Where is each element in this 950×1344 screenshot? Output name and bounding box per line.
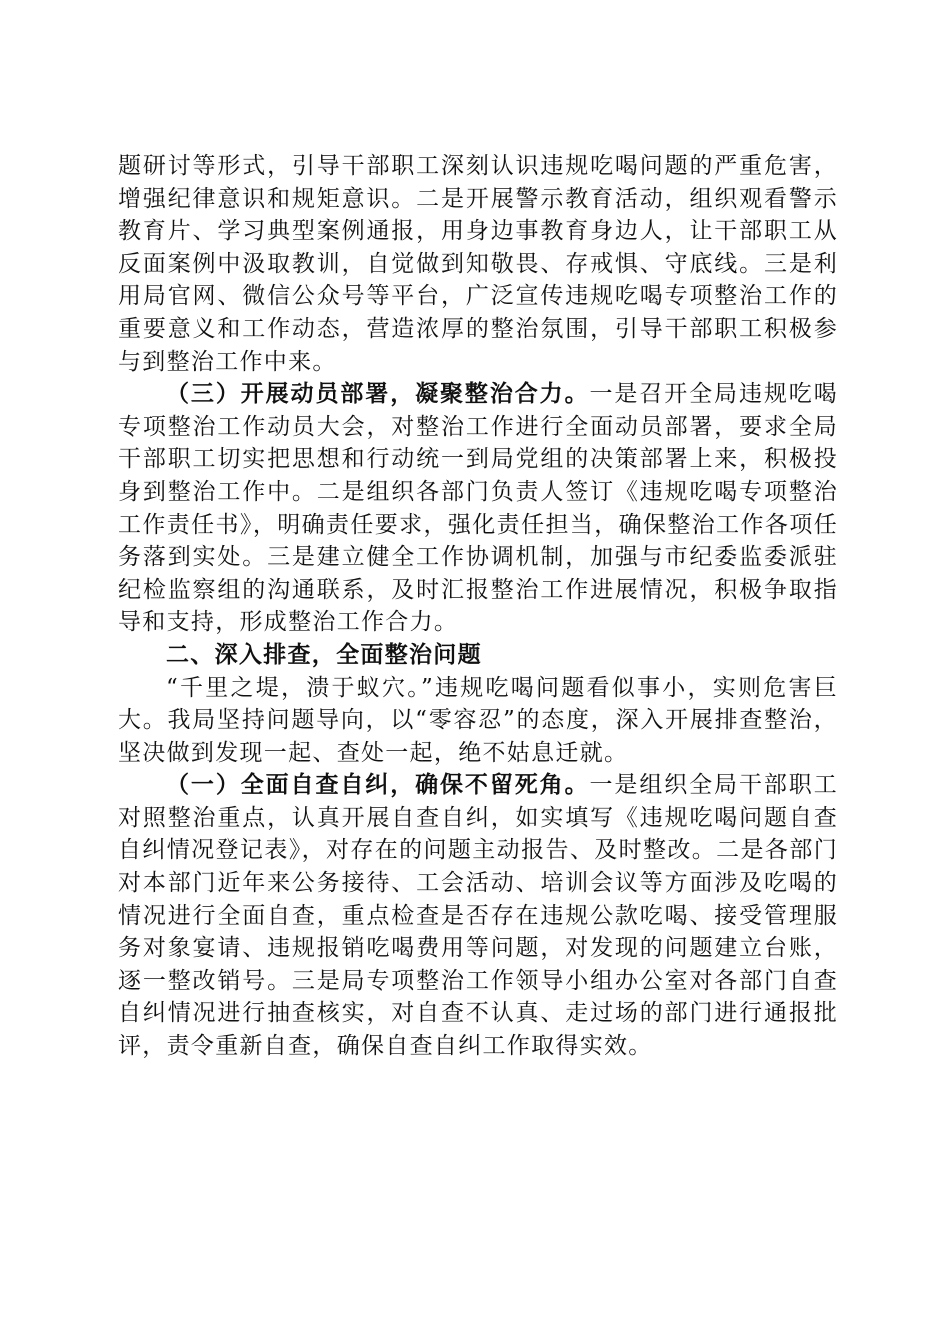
document-page (118, 150, 838, 1063)
subsection-title-3: （三）开展动员部署，凝聚整治合力。 (166, 380, 590, 408)
paragraph-continued: 题研讨等形式，引导干部职工深刻认识违规吃喝问题的严重危害，增强纪律意识和规矩意识。二是开展警示教育活动，组织观看警示教育片、学习典型案例通报，用身边事教育身边人，让干部职工从反面案例中汲取教训，自觉做到知敬畏、存戒惧、守底线。三是利用局官网、微信公众号等平台，广泛宣传违规吃喝专项整治工作的重要意义和工作动态，营造浓厚的整治氛围，引导干部职工积极参与到整治工作中来。 (118, 153, 838, 375)
paragraph-intro: “千里之堤，溃于蚁穴。”违规吃喝问题看似事小，实则危害巨大。我局坚持问题导向，以“零容忍”的态度，深入开展排查整治，坚决做到发现一起、查处一起，绝不姑息迁就。 (118, 674, 838, 766)
paragraph-self-inspection-body: 一是组织全局干部职工对照整治重点，认真开展自查自纠，如实填写《违规吃喝问题自查自纠情况登记表》，对存在的问题主动报告、及时整改。二是各部门对本部门近年来公务接待、工会活动、培训会议等方面涉及吃喝的情况进行全面自查，重点检查是否存在违规公款吃喝、接受管理服务对象宴请、违规报销吃喝费用等问题，对发现的问题建立台账，逐一整改销号。三是局专项整治工作领导小组办公室对各部门自查自纠情况进行抽查核实，对自查不认真、走过场的部门进行通报批评，责令重新自查，确保自查自纠工作取得实效。 (118, 772, 839, 1060)
paragraph-self-inspection (118, 769, 838, 1062)
paragraph-mobilization-body: 一是召开全局违规吃喝专项整治工作动员大会，对整治工作进行全面动员部署，要求全局干部职工切实把思想和行动统一到局党组的决策部署上来，积极投身到整治工作中。二是组织各部门负责人签订《违规吃喝专项整治工作责任书》，明确责任要求，强化责任担当，确保整治工作各项任务落到实处。三是建立健全工作协调机制，加强与市纪委监委派驻纪检监察组的沟通联系，及时汇报整治工作进展情况，积极争取指导和支持，形成整治工作合力。 (118, 381, 839, 636)
subsection-title-1: （一）全面自查自纠，确保不留死角。 (166, 771, 590, 799)
section-heading-2: 二、深入排查，全面整治问题 (166, 641, 482, 668)
paragraph-mobilization (118, 378, 838, 639)
